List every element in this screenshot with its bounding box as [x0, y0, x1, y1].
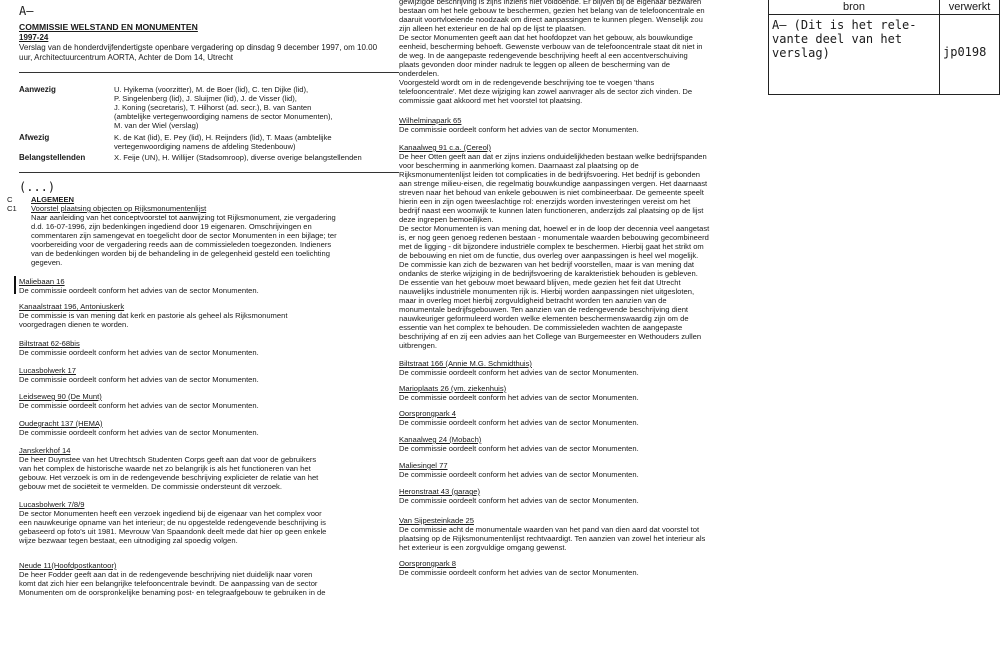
attendance-line: P. Singelenberg (lid), J. Sluijmer (lid), J. de Visser (lid), [114, 94, 297, 103]
item-title: Heronstraat 43 (garage) [399, 487, 481, 496]
item-title: Maliesingel 77 [399, 461, 448, 470]
item-title: Lucasbolwerk 7/8/9 [19, 500, 85, 509]
item-line: De commissie oordeelt conform het advies van de sector Monumenten. [399, 470, 639, 479]
item-line: De commissie oordeelt conform het advies van de sector Monumenten. [399, 393, 639, 402]
attendance-label: Belangstellenden [19, 153, 86, 162]
item-line: De heer Otten geeft aan dat er zijns inziens onduidelijkheden bestaan welke bedrijfspanden [399, 152, 707, 161]
item-line: De commissie oordeelt conform het advies van de sector Monumenten. [399, 368, 639, 377]
item-line: deze ingrepen bemoeilijken. [399, 215, 494, 224]
item-line: De heer Fodder geeft aan dat in de redengevende beschrijving niet duidelijk naar voren [19, 570, 313, 579]
section-line: van de bedenkingen worden bij de behandeling in de gelegenheid gesteld een toelichting [31, 249, 330, 258]
agenda-item [19, 419, 379, 437]
continued-line: de weg. In de aangepaste redengevende beschrijving heeft al een accentverschuiving [399, 51, 688, 60]
agenda-item [19, 561, 379, 597]
item-line: maar in overleg moet hierbij zorgvuldigheid betracht worden ten aanzien van de [399, 296, 667, 305]
continued-line: De sector Monumenten geeft aan dat het hoofdopzet van het gebouw, als bouwkundige [399, 33, 693, 42]
agenda-item [399, 461, 769, 479]
subsection-code: C1 [7, 204, 17, 213]
agenda-item [19, 339, 379, 357]
subsection-heading: Voorstel plaatsing objecten op Rijksmonumentenlijst [31, 204, 207, 213]
agenda-item [399, 359, 769, 377]
document-title: COMMISSIE WELSTAND EN MONUMENTEN [19, 22, 198, 32]
item-line: beschrijving af en zij een advies aan het College van Burgemeester en Wethouders zullen [399, 332, 702, 341]
attendance-line: M. van der Wiel (verslag) [114, 121, 199, 130]
header-verwerkt: verwerkt [939, 0, 1000, 15]
header-bron: bron [768, 0, 940, 15]
item-line: uitbrengen. [399, 341, 437, 350]
item-title: Oudegracht 137 (HEMA) [19, 419, 103, 428]
item-line: komt dat zich hier een belangrijke telefooncentrale bevindt. De aanpassing van de sector [19, 579, 318, 588]
intro-text: Verslag van de honderdvijfendertigste openbare vergadering op dinsdag 9 december 1997, om 10.00 uur, Architectuurcentrum AORTA, Achter de Dom 14, Utrecht [19, 43, 378, 62]
item-line: De commissie oordeelt conform het advies van de sector Monumenten. [399, 444, 639, 453]
item-line: nauwkeuriger geformuleerd worden welke elementen beschermenswaardig zijn om de [399, 314, 689, 323]
continued-line: commissie gaat akkoord met het voorstel tot plaatsing. [399, 96, 583, 105]
note-line: A– (Dit is het rele- [772, 18, 917, 32]
attendance-line: vertegenwoordiging namens de afdeling Stedenbouw) [114, 142, 296, 151]
item-line: gebaseerd op foto's uit 1981. Mevrouw Van Spaandonk deelt mede dat hier op geen enkele [19, 527, 327, 536]
section-heading: ALGEMEEN [31, 195, 75, 204]
agenda-item [19, 446, 379, 491]
item-title: Biltstraat 62-68bis [19, 339, 80, 348]
item-line: De commissie oordeelt conform het advies van de sector Monumenten. [399, 496, 639, 505]
item-line: bedrijf naast een woonwijk te kunnen laten functioneren, anderzijds zal plaatsing op de lijst [399, 206, 704, 215]
item-title: Biltstraat 166 (Annie M.G. Schmidthuis) [399, 359, 532, 368]
item-line: De commissie oordeelt conform het advies van de sector Monumenten. [19, 286, 259, 295]
item-line: De essentie van het gebouw moet bewaard blijven, mede gezien het feit dat Utrecht [399, 278, 681, 287]
continued-line: plaats gevonden door minder nadruk te leggen op alleen de bescherming van de [399, 60, 671, 69]
item-title: Maliebaan 16 [19, 277, 65, 286]
agenda-item [19, 500, 379, 545]
attendance-text [114, 85, 394, 130]
item-line: voor bescherming in aanmerking komen. Daarnaast zal plaatsing op de [399, 161, 639, 170]
continued-line: gewijzigde beschrijving is zijns inziens niet voldoende. Er blijven bij de eigenaar bezwaren [399, 0, 702, 6]
agenda-item [19, 277, 379, 295]
item-line: De commissie oordeelt conform het advies van de sector Monumenten. [399, 568, 639, 577]
agenda-item [399, 516, 769, 552]
agenda-item [399, 384, 769, 402]
item-title: Kanaalstraat 196, Antoniuskerk [19, 302, 125, 311]
agenda-item [19, 366, 379, 384]
section-text [31, 213, 391, 267]
continued-line: eenheid, bescherming behoeft. Gewenste verbouw van de telefooncentrale staat dit niet in [399, 42, 703, 51]
agenda-item [399, 559, 769, 577]
margin-mark [14, 276, 16, 294]
item-title: Oorsprongpark 8 [399, 559, 456, 568]
attendance-line: (ambtelijke vertegenwoordiging namens de sector Monumenten), [114, 112, 333, 121]
section-line: d.d. 16-07-1996, zijn bedenkingen ingediend door 19 eigenaren. Omschrijvingen en [31, 222, 312, 231]
continued-line: Voorgesteld wordt om in de redengevende beschrijving toe te voegen 'thans [399, 78, 655, 87]
agenda-item [399, 116, 769, 134]
header-mark: A– [19, 4, 34, 18]
attendance-line: U. Hyikema (voorzitter), M. de Boer (lid), C. ten Dijke (lid), [114, 85, 309, 94]
note-cell [768, 14, 940, 95]
item-line: streven naar het behoud van enkele gebouwen is niet combineerbaar. De gemeente speelt [399, 188, 704, 197]
item-line: De commissie oordeelt conform het advies van de sector Monumenten. [19, 375, 259, 384]
agenda-item [399, 435, 769, 453]
item-line: De sector Monumenten is van mening dat, hoewel er in de loop der decennia veel aangetast [399, 224, 710, 233]
item-title: Kanaalweg 91 c.a. (Cereol) [399, 143, 492, 152]
item-line: gebouw. Het verzoek is om in de redengevende beschrijving explicieter de relatie van het [19, 473, 319, 482]
item-line: De commissie oordeelt conform het advies van de sector Monumenten. [19, 348, 259, 357]
item-line: ondanks de sterke wijziging in de bedrijfsvoering de karakteristiek behouden is gebleven. [399, 269, 698, 278]
year-code: 1997-24 [19, 33, 49, 42]
attendance-label: Afwezig [19, 133, 50, 142]
item-line: Monumenten om de oorspronkelijke benaming post- en telegraafgebouw te gebruiken in de [19, 588, 326, 597]
continued-line: telefooncentrale'. Met deze wijziging kan zowel aanvrager als de sector zich vinden. De [399, 87, 693, 96]
record-code: jp0198 [943, 45, 987, 59]
item-line: aan strenge milieu-eisen, die regelmatig bouwkundige aanpassingen vergen. Het daarnaast [399, 179, 708, 188]
item-line: plaatsing op de Rijksmonumentenlijst rechtvaardigt. Ten aanzien van zowel het interieur als [399, 534, 706, 543]
item-line: voorgedragen dienen te worden. [19, 320, 129, 329]
item-line: met de ligging - dit bijzondere industriële complex te beschermen. Hierbij gaat het strikt om [399, 242, 704, 251]
section-line: gegeven. [31, 258, 63, 267]
item-line: van het complex de historische waarde net zo belangrijk is als het functioneren van het [19, 464, 311, 473]
item-line: is, er nog geen genoeg redenen bestaan - monumentale waarden bebouwing gecombineerd [399, 233, 709, 242]
item-title: Oorsprongpark 4 [399, 409, 456, 418]
attendance-line: K. de Kat (lid), E. Pey (lid), H. Reijnders (lid), T. Maas (ambtelijke [114, 133, 332, 142]
continued-line: zijn alleen het exterieur en de hal op de lijst te plaatsen. [399, 24, 587, 33]
item-line: de bebouwing en niet om de functie, dus overleg over aanpassingen is heel wel mogelijk. [399, 251, 699, 260]
item-title: Leidseweg 90 (De Munt) [19, 392, 102, 401]
item-title: Neude 11(Hoofdpostkantoor) [19, 561, 117, 570]
divider [19, 172, 399, 173]
item-line: monumentale bedrijfsgebouwen. Ten aanzien van de redengevende beschrijving dient [399, 305, 689, 314]
agenda-item [399, 409, 769, 427]
agenda-item [19, 392, 379, 410]
attendance-label: Aanwezig [19, 85, 56, 94]
divider [19, 72, 399, 73]
section-line: Naar aanleiding van het conceptvoorstel tot aanwijzing tot Rijksmonument, zie vergadering [31, 213, 336, 222]
item-line: De heer Duynstee van het Utrechtsch Studenten Corps geeft aan dat voor de gebruikers [19, 455, 317, 464]
item-line: nauwelijks industriële monumenten rijk is. Hierbij worden aanpassingen niet uitgesloten, [399, 287, 695, 296]
item-line: gebouw met de sociëteit te vermelden. De commissie ondersteunt dit verzoek. [19, 482, 282, 491]
item-line: De commissie acht de monumentale waarden van het pand van dien aard dat voorstel tot [399, 525, 700, 534]
item-title: Janskerkhof 14 [19, 446, 71, 455]
agenda-item [399, 143, 769, 350]
item-line: De commissie oordeelt conform het advies van de sector Monumenten. [19, 401, 259, 410]
agenda-item [19, 302, 379, 329]
note-line: verslag) [772, 46, 830, 60]
item-line: De commissie kan zich de bezwaren van het bedrijf voorstellen, maar is van mening dat [399, 260, 695, 269]
attendance-line: J. Koning (secretaris), T. Hilhorst (ad. secr.), B. van Santen [114, 103, 312, 112]
continued-line: daaruit voortvloeiende noodzaak om direct aanpassingen te kunnen plegen. Wenselijk zou [399, 15, 703, 24]
section-line: voorbereiding voor de vergadering reeds aan de commissieleden toegezonden. Indieners [31, 240, 332, 249]
continued-text [399, 0, 769, 105]
item-line: een nauwkeurige opname van het interieur; de nu opgestelde redengevende beschrijving is [19, 518, 326, 527]
note-text [772, 18, 917, 60]
item-title: Wilhelminapark 65 [399, 116, 462, 125]
item-line: De commissie oordeelt conform het advies van de sector Monumenten. [19, 428, 259, 437]
item-title: Lucasbolwerk 17 [19, 366, 76, 375]
attendance-line: X. Feije (UN), H. Willijer (Stadsomroop), diverse overige belangstellenden [114, 153, 362, 162]
item-line: essentie van het complex te behouden. De commissieleden wachten de aangepaste [399, 323, 683, 332]
section-code: C [7, 195, 13, 204]
item-title: Kanaalweg 24 (Mobach) [399, 435, 482, 444]
continued-line: bestaan om het hele gebouw te beschermen, gezien het belang van de telefooncentrale en [399, 6, 705, 15]
code-cell [939, 14, 1000, 95]
item-line: het exterieur is een zorgvuldige omgang gewenst. [399, 543, 567, 552]
item-title: Van Sijpesteinkade 25 [399, 516, 475, 525]
item-line: hierin een in zijn ogen tweeslachtige rol: enerzijds worden investeringen vereist om het [399, 197, 691, 206]
ellipsis-mark: (...) [19, 180, 56, 194]
item-line: wijze bezwaar tegen bestaat, een uitnodiging zal spoedig volgen. [19, 536, 238, 545]
item-title: Marioplaats 26 (vm. ziekenhuis) [399, 384, 507, 393]
meta-table [768, 0, 1000, 95]
continued-line: onderdelen. [399, 69, 440, 78]
item-line: Rijksmonumentenlijst leiden tot complicaties in de bedrijfsvoering. Het bedrijf is gebonden [399, 170, 700, 179]
attendance-text [114, 153, 394, 162]
item-line: De commissie is van mening dat kerk en pastorie als geheel als Rijksmonument [19, 311, 288, 320]
agenda-item [399, 487, 769, 505]
item-line: De commissie oordeelt conform het advies van de sector Monumenten. [399, 418, 639, 427]
item-line: De commissie oordeelt conform het advies van de sector Monumenten. [399, 125, 639, 134]
attendance-text [114, 133, 394, 151]
note-line: vante deel van het [772, 32, 903, 46]
section-line: commentaren zijn samengevat en toegelicht door de sector Monumenten in een bijlage; ter [31, 231, 337, 240]
item-line: De sector Monumenten heeft een verzoek ingediend bij de eigenaar van het complex voor [19, 509, 322, 518]
